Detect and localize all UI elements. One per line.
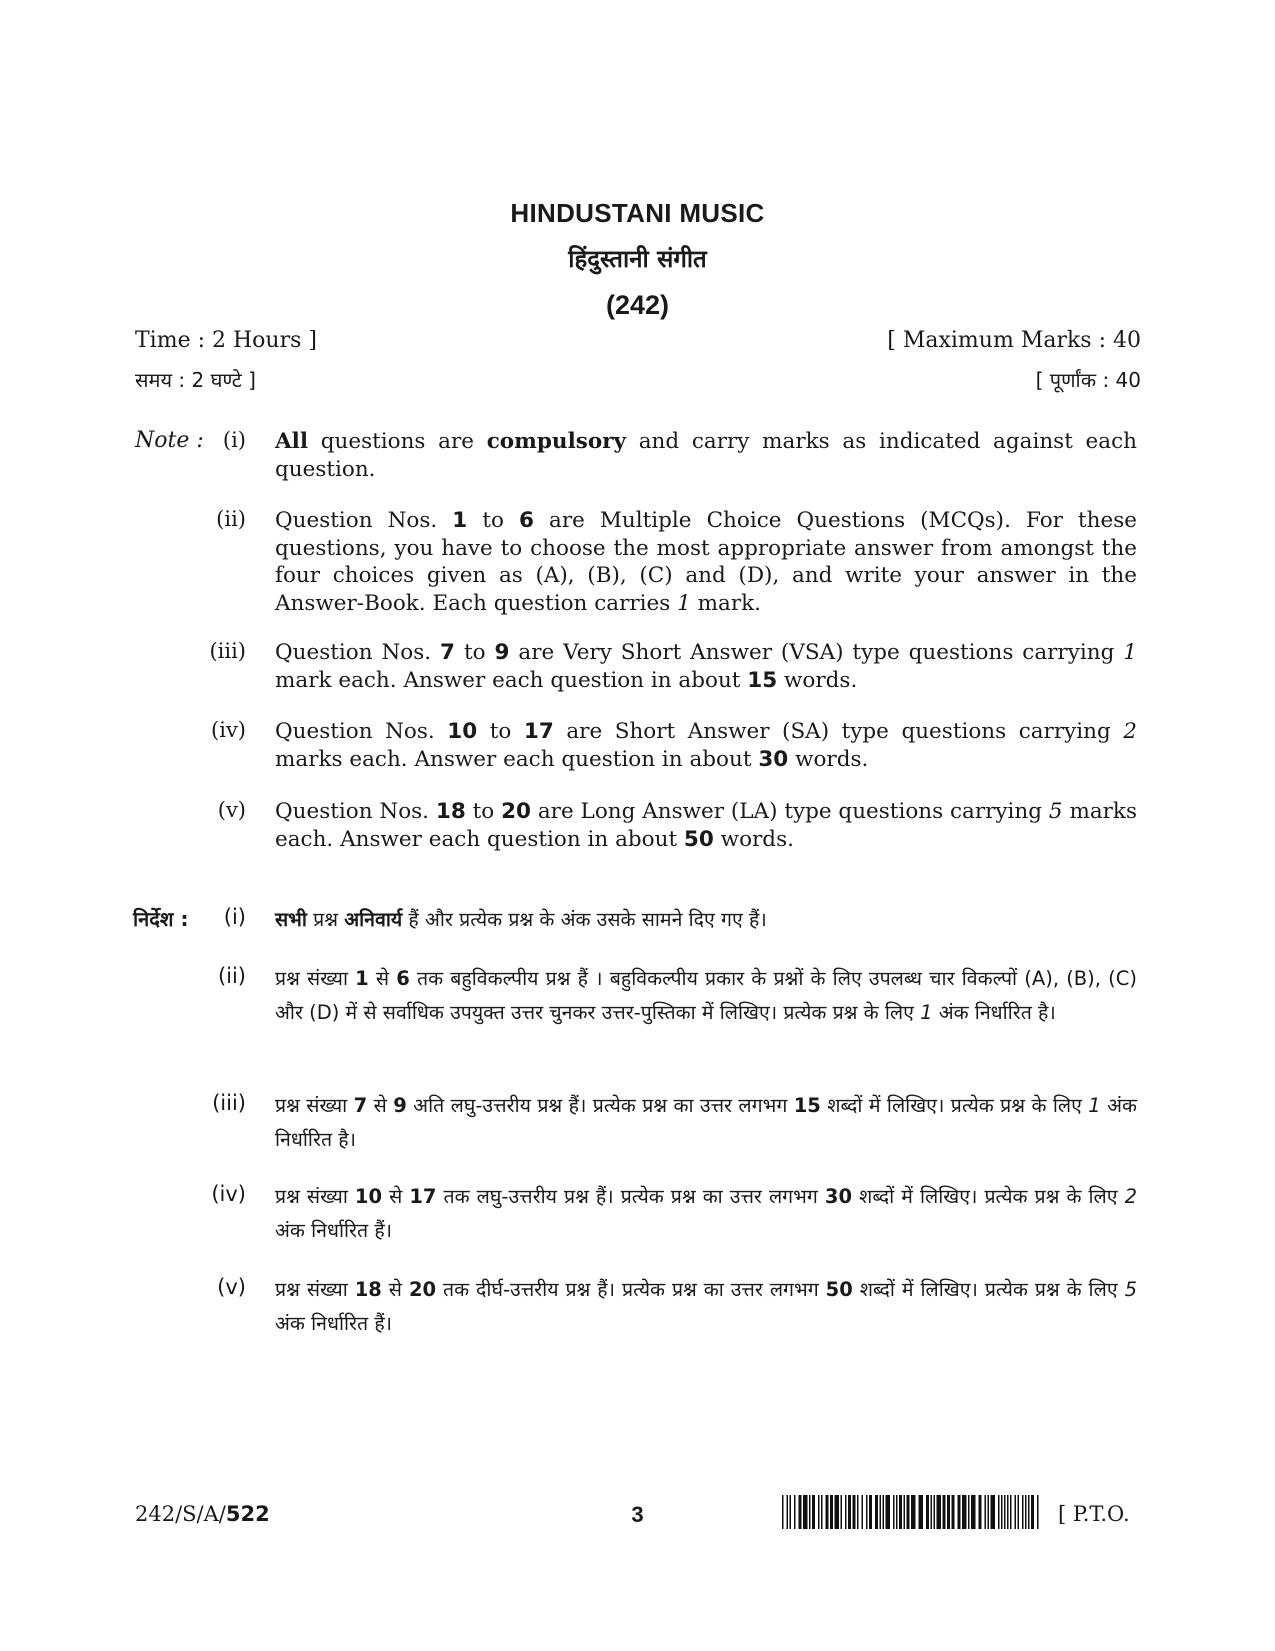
- instruction-fragment: Question Nos.: [275, 640, 441, 665]
- barcode-bar: [1022, 1495, 1024, 1529]
- max-marks-english: [ Maximum Marks : 40: [887, 328, 1141, 353]
- instruction-fragment: शब्दों में लिखिए। प्रत्येक प्रश्न के लिए: [852, 1278, 1125, 1301]
- instruction-fragment: mark each. Answer each question in about: [275, 667, 748, 693]
- instruction-text: [275, 639, 1137, 694]
- barcode-bar: [934, 1495, 936, 1529]
- barcode-bar: [857, 1495, 859, 1529]
- instruction-fragment: शब्दों में लिखिए। प्रत्येक प्रश्न के लिए: [852, 1185, 1125, 1208]
- instruction-fragment: 15: [793, 1094, 821, 1117]
- barcode-bar: [979, 1495, 982, 1529]
- paper-title-hindi: हिंदुस्तानी संगीत: [568, 245, 707, 273]
- barcode-bar: [866, 1495, 868, 1529]
- instruction-fragment: Question Nos.: [275, 799, 436, 824]
- instruction-text: [275, 903, 1137, 937]
- barcode-bar: [1031, 1495, 1034, 1529]
- instruction-fragment: प्रश्न संख्या: [275, 967, 356, 990]
- barcode-bar: [958, 1495, 961, 1529]
- instruction-fragment: अनिवार्य: [344, 908, 403, 931]
- instruction-fragment: to: [455, 640, 495, 665]
- instruction-fragment: 6: [396, 967, 410, 990]
- instruction-fragment: to: [477, 719, 524, 744]
- instruction-number: (iv): [211, 1182, 246, 1206]
- barcode-bar: [998, 1495, 1000, 1529]
- instruction-fragment: प्रश्न संख्या: [275, 1094, 354, 1117]
- hindi-note-label: निर्देश :: [133, 907, 189, 931]
- instruction-fragment: to: [465, 799, 502, 824]
- instruction-fragment: 50: [683, 826, 714, 852]
- instruction-fragment: तक बहुविकल्पीय प्रश्न हैं । बहुविकल्पीय प्रकार के प्रश्नों के लिए उपलब्ध चार विकल्पों (A), (B), (C) और (D) में से सर्वाधिक उपयुक्त उत्तर चुनकर उत्तर-पुस्तिका में लिखिए। प्रत्येक प्रश्न के लिए: [275, 967, 1137, 1024]
- barcode-bar: [1015, 1495, 1017, 1529]
- barcode-bar: [782, 1495, 784, 1529]
- instruction-fragment: हैं और प्रत्येक प्रश्न के अंक उसके सामने दिए गए हैं।: [402, 908, 767, 931]
- instruction-fragment: marks each. Answer each question in about: [275, 799, 1137, 852]
- instruction-number: (v): [217, 1275, 246, 1299]
- instruction-fragment: 20: [501, 799, 532, 824]
- instruction-fragment: are Very Short Answer (VSA) type questions carrying: [509, 640, 1124, 665]
- barcode-bar: [931, 1495, 933, 1529]
- instruction-fragment: 1: [355, 967, 369, 990]
- instruction-text: [275, 1089, 1137, 1157]
- instruction-fragment: questions are: [308, 429, 487, 454]
- barcode-bar: [947, 1495, 950, 1529]
- instruction-fragment: 30: [758, 746, 789, 772]
- paper-code: (242): [605, 290, 670, 320]
- barcode-bar: [794, 1495, 796, 1529]
- barcode-bar: [853, 1495, 856, 1529]
- instruction-fragment: Question Nos.: [275, 719, 448, 744]
- instruction-fragment: से: [368, 967, 397, 990]
- barcode-bar: [1007, 1495, 1009, 1529]
- barcode-bar: [845, 1495, 847, 1529]
- instruction-text: [275, 1180, 1137, 1248]
- barcode-bar: [830, 1495, 833, 1529]
- instruction-fragment: 20: [408, 1278, 437, 1301]
- instruction-fragment: and carry marks as indicated against each question.: [275, 429, 1137, 482]
- barcode-bar: [896, 1495, 898, 1529]
- barcode-bar: [790, 1495, 792, 1529]
- paper-title-english: HINDUSTANI MUSIC: [510, 198, 765, 228]
- barcode-bar: [841, 1495, 843, 1529]
- instruction-fragment: to: [467, 508, 519, 533]
- instruction-text: [275, 507, 1137, 617]
- instruction-fragment: तक लघु-उत्तरीय प्रश्न हैं। प्रत्येक प्रश्न का उत्तर लगभग: [436, 1185, 825, 1208]
- instruction-fragment: are Long Answer (LA) type questions carrying: [531, 799, 1049, 824]
- instruction-fragment: are Short Answer (SA) type questions carrying: [553, 719, 1124, 744]
- instruction-fragment: 5: [1048, 799, 1063, 824]
- barcode-bar: [883, 1495, 885, 1529]
- instruction-fragment: 2: [1124, 1185, 1137, 1208]
- instruction-fragment: words.: [788, 746, 869, 772]
- instruction-fragment: Question Nos.: [275, 508, 453, 533]
- instruction-fragment: 17: [409, 1185, 437, 1208]
- barcode-bar: [968, 1495, 970, 1529]
- barcode-bar: [835, 1495, 840, 1529]
- instruction-number: (v): [217, 798, 246, 822]
- instruction-fragment: 50: [825, 1278, 853, 1301]
- barcode-bar: [971, 1495, 976, 1529]
- code-suffix: 522: [225, 1502, 270, 1526]
- instruction-fragment: 9: [393, 1094, 407, 1117]
- barcode-bar: [926, 1495, 929, 1529]
- instruction-fragment: 7: [353, 1094, 368, 1117]
- barcode-bar: [911, 1495, 916, 1529]
- instruction-number: (ii): [216, 507, 246, 531]
- instruction-number: (i): [223, 905, 246, 929]
- barcode-bar: [1037, 1495, 1039, 1529]
- instruction-fragment: All: [275, 429, 309, 454]
- barcode-bar: [943, 1495, 946, 1529]
- instruction-fragment: अंक निर्धारित है।: [932, 1001, 1056, 1024]
- barcode-bar: [799, 1495, 802, 1529]
- instruction-text: [275, 428, 1137, 483]
- barcode-bar: [893, 1495, 895, 1529]
- instruction-fragment: अंक निर्धारित हैं।: [275, 1312, 393, 1335]
- instruction-fragment: 30: [824, 1185, 853, 1208]
- barcode-bar: [1004, 1495, 1006, 1529]
- instruction-number: (i): [222, 428, 246, 452]
- barcode-bar: [821, 1495, 823, 1529]
- barcode-image: [782, 1495, 1040, 1529]
- instruction-fragment: से: [382, 1185, 410, 1208]
- instruction-fragment: words.: [713, 826, 794, 852]
- time-hindi: समय : 2 घण्टे ]: [135, 368, 256, 392]
- instruction-fragment: 17: [523, 719, 554, 744]
- instruction-fragment: marks each. Answer each question in about: [275, 746, 759, 772]
- instruction-fragment: अंक निर्धारित है।: [275, 1094, 1137, 1151]
- barcode-bar: [899, 1495, 902, 1529]
- instruction-fragment: शब्दों में लिखिए। प्रत्येक प्रश्न के लिए: [820, 1094, 1089, 1117]
- instruction-fragment: से: [381, 1278, 409, 1301]
- instruction-fragment: 9: [494, 640, 510, 665]
- instruction-fragment: mark.: [690, 590, 761, 616]
- barcode-bar: [991, 1495, 996, 1529]
- instruction-fragment: 6: [518, 508, 534, 533]
- instruction-text: [275, 718, 1137, 773]
- instruction-text: [275, 1273, 1137, 1341]
- instruction-number: (iii): [212, 1091, 246, 1115]
- instruction-fragment: 7: [440, 640, 456, 665]
- barcode-bar: [919, 1495, 924, 1529]
- instruction-fragment: compulsory: [486, 429, 626, 454]
- barcode-bar: [818, 1495, 820, 1529]
- instruction-fragment: से: [367, 1094, 394, 1117]
- instruction-fragment: 18: [354, 1278, 382, 1301]
- code-prefix: 242/S/A/: [135, 1502, 226, 1526]
- instruction-fragment: प्रश्न संख्या: [275, 1185, 355, 1208]
- instruction-fragment: 1: [920, 1001, 933, 1024]
- instruction-fragment: 10: [354, 1185, 383, 1208]
- instruction-fragment: words.: [777, 667, 858, 693]
- barcode-bar: [809, 1495, 811, 1529]
- instruction-fragment: 10: [447, 719, 478, 744]
- instruction-text: [275, 962, 1137, 1030]
- instruction-fragment: अंक निर्धारित हैं।: [275, 1219, 393, 1242]
- note-label: Note :: [135, 428, 204, 453]
- barcode-bar: [1025, 1495, 1027, 1529]
- instruction-number: (iii): [209, 639, 246, 663]
- please-turn-over: [ P.T.O.: [1058, 1502, 1130, 1526]
- instruction-fragment: 1: [677, 590, 691, 616]
- instruction-fragment: 15: [747, 667, 778, 693]
- instruction-fragment: तक दीर्घ-उत्तरीय प्रश्न हैं। प्रत्येक प्रश्न का उत्तर लगभग: [436, 1278, 826, 1301]
- barcode-bar: [1001, 1495, 1003, 1529]
- instruction-fragment: 2: [1123, 719, 1137, 744]
- instruction-fragment: 1: [1123, 640, 1137, 665]
- barcode-bar: [880, 1495, 882, 1529]
- max-marks-hindi: [ पूर्णांक : 40: [1035, 368, 1141, 392]
- barcode-bar: [826, 1495, 829, 1529]
- instruction-fragment: प्रश्न: [306, 908, 345, 931]
- time-english: Time : 2 Hours ]: [135, 328, 317, 353]
- barcode-bar: [869, 1495, 872, 1529]
- barcode-bar: [875, 1495, 878, 1529]
- barcode-bar: [1010, 1495, 1012, 1529]
- barcode-bar: [848, 1495, 851, 1529]
- barcode-bar: [886, 1495, 891, 1529]
- instruction-number: (ii): [217, 964, 246, 988]
- barcode-bar: [1028, 1495, 1030, 1529]
- barcode-bar: [907, 1495, 910, 1529]
- instruction-fragment: 1: [452, 508, 468, 533]
- page-number: 3: [631, 1502, 644, 1527]
- barcode-bar: [812, 1495, 815, 1529]
- instruction-text: [275, 798, 1137, 853]
- barcode-bar: [787, 1495, 789, 1529]
- barcode-bar: [862, 1495, 864, 1529]
- instruction-fragment: are Multiple Choice Questions (MCQs). For these questions, you have to choose the most appropriate answer from amongst the four choices given as (A), (B), (C) and (D), and write your answer in the Answer-Book. Each question carries: [275, 508, 1137, 616]
- instruction-fragment: सभी: [275, 908, 307, 931]
- barcode-bar: [952, 1495, 955, 1529]
- instruction-fragment: 18: [435, 799, 466, 824]
- barcode-bar: [1018, 1495, 1020, 1529]
- instruction-number: (iv): [211, 718, 246, 742]
- instruction-fragment: प्रश्न संख्या: [275, 1278, 355, 1301]
- instruction-fragment: अति लघु-उत्तरीय प्रश्न हैं। प्रत्येक प्रश्न का उत्तर लगभग: [406, 1094, 794, 1117]
- barcode-bar: [904, 1495, 906, 1529]
- barcode-bar: [803, 1495, 808, 1529]
- instruction-fragment: 1: [1088, 1094, 1101, 1117]
- barcode-bar: [988, 1495, 990, 1529]
- barcode-bar: [962, 1495, 967, 1529]
- barcode-bar: [937, 1495, 942, 1529]
- barcode-bar: [985, 1495, 987, 1529]
- instruction-fragment: 5: [1124, 1278, 1137, 1301]
